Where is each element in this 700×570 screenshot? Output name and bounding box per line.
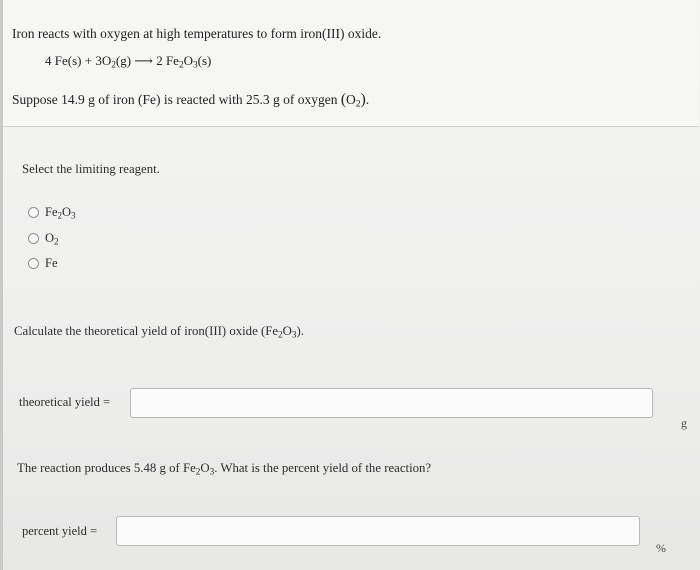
given-masses-formula-o: O (346, 92, 356, 107)
theoretical-yield-prompt: Calculate the theoretical yield of iron(III) oxide $(Fe_2O_3)$. (14, 324, 304, 340)
question-header (3, 0, 699, 127)
question-given-masses (12, 91, 369, 110)
given-masses-text: Suppose 14.9 g of iron (Fe) is reacted with 25.3 g of oxygen (12, 92, 338, 107)
equation-o2-state: (g) (115, 53, 132, 68)
percent-prompt-formula: $Fe_2O_3$ (182, 461, 215, 477)
given-masses-paren-open: ( (340, 91, 346, 108)
option-label: Fe (45, 256, 58, 270)
equation-arrow: ⟶ (134, 53, 153, 68)
theoretical-prompt-formula: $(Fe_2O_3)$ (260, 324, 301, 340)
percent-yield-label: percent yield = (22, 524, 98, 538)
given-masses-formula-sub: 2 (355, 98, 361, 110)
equation-fe: Fe(s) (54, 53, 82, 68)
theoretical-yield-input[interactable] (130, 388, 653, 418)
equation-product-fe-sub: 2 (178, 60, 184, 71)
given-masses-paren-close: ) (360, 91, 366, 108)
equation-coef-o2: 3 (95, 53, 102, 68)
limiting-option-o2[interactable] (28, 231, 59, 247)
theoretical-yield-unit: g (681, 416, 687, 430)
equation-coef-product: 2 (156, 53, 163, 68)
theoretical-yield-label: theoretical yield = (19, 395, 111, 409)
given-masses-end: . (365, 92, 370, 107)
equation-o2-sub: 2 (111, 60, 116, 71)
option-label: $Fe_2O_3$ (45, 205, 76, 221)
radio-circle-icon[interactable] (28, 233, 39, 244)
equation-o: O (101, 53, 112, 68)
percent-yield-prompt: The reaction produces 5.48 g of $Fe_2O_3$. What is the percent yield of the reaction? (17, 461, 432, 477)
percent-yield-input[interactable] (116, 516, 640, 546)
question-intro: Iron reacts with oxygen at high temperatures to form iron(III) oxide. (12, 26, 382, 41)
reaction-equation (45, 53, 211, 71)
radio-circle-icon[interactable] (28, 258, 39, 269)
limiting-reagent-prompt: Select the limiting reagent. (22, 162, 160, 176)
equation-product-state: (s) (197, 53, 212, 68)
limiting-option-fe[interactable] (28, 256, 58, 271)
percent-yield-unit: % (656, 541, 666, 555)
equation-product-o: O (183, 53, 193, 68)
equation-plus: + (84, 53, 93, 68)
equation-product-o-sub: 3 (193, 60, 198, 71)
equation-coef-fe: 4 (45, 53, 52, 68)
option-label: $O_2$ (45, 231, 59, 247)
limiting-option-fe2o3[interactable] (28, 205, 76, 221)
equation-product-fe: Fe (165, 53, 179, 68)
radio-circle-icon[interactable] (28, 207, 39, 218)
